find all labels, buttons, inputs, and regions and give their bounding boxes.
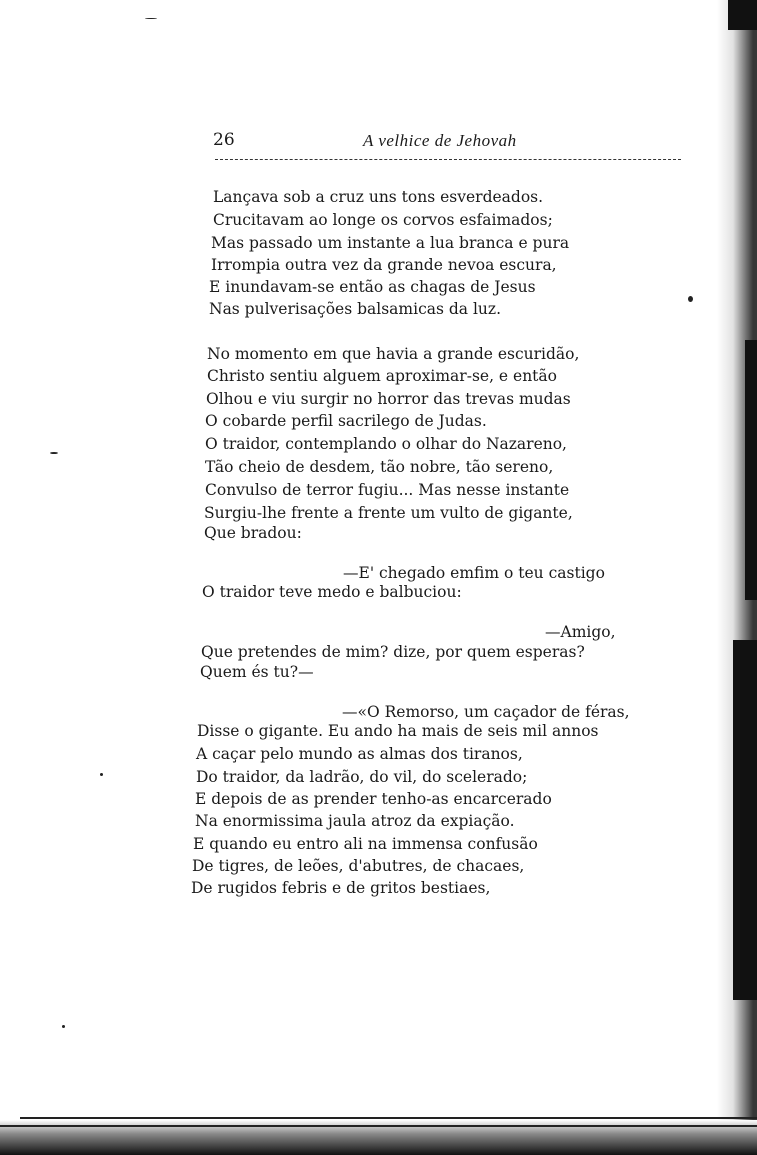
verse-line: O cobarde perfil sacrilego de Judas.	[205, 412, 487, 430]
verse-line: —E' chegado emfim o teu castigo	[343, 564, 605, 582]
header-rule	[215, 159, 681, 160]
scan-bottom-line	[0, 1125, 757, 1127]
verse-line: Olhou e viu surgir no horror das trevas mudas	[206, 390, 571, 408]
scan-bottom-line	[20, 1117, 757, 1119]
page-number: 26	[213, 130, 235, 150]
verse-line: Quem és tu?—	[200, 663, 314, 681]
verse-line: —«O Remorso, um caçador de féras,	[342, 703, 630, 721]
verse-line: Lançava sob a cruz uns tons esverdeados.	[213, 188, 544, 206]
scan-edge-dark	[733, 640, 757, 1000]
scan-edge-dark	[745, 340, 757, 600]
verse-line: De tigres, de leões, d'abutres, de chacaes,	[192, 857, 525, 875]
verse-line: Nas pulverisações balsamicas da luz.	[209, 300, 502, 318]
verse-line: Do traidor, da ladrão, do vil, do scelerado;	[196, 768, 528, 786]
scan-speck	[100, 773, 103, 776]
verse-line: Surgiu-lhe frente a frente um vulto de gigante,	[204, 504, 573, 522]
verse-line: Christo sentiu alguem aproximar-se, e então	[207, 367, 557, 385]
verse-line: O traidor teve medo e balbuciou:	[202, 583, 462, 601]
verse-line: E quando eu entro ali na immensa confusão	[193, 835, 538, 853]
verse-line: No momento em que havia a grande escuridão,	[207, 345, 580, 363]
page-header	[213, 128, 681, 158]
verse-line: Que pretendes de mim? dize, por quem esperas?	[201, 643, 585, 661]
verse-line: Que bradou:	[204, 524, 302, 542]
verse-line: Disse o gigante. Eu ando ha mais de seis mil annos	[197, 722, 599, 740]
scan-speck	[688, 296, 693, 302]
scan-speck	[50, 452, 58, 454]
scan-speck	[145, 18, 157, 19]
scan-speck	[62, 1025, 65, 1028]
running-title: A velhice de Jehovah	[363, 131, 517, 150]
verse-line: Tão cheio de desdem, tão nobre, tão sereno,	[205, 458, 554, 476]
verse-line: De rugidos febris e de gritos bestiaes,	[191, 879, 491, 897]
verse-line: Mas passado um instante a lua branca e pura	[211, 234, 570, 252]
verse-line: O traidor, contemplando o olhar do Nazareno,	[205, 435, 567, 453]
verse-line: Na enormissima jaula atroz da expiação.	[195, 812, 515, 830]
verse-line: Irrompia outra vez da grande nevoa escura,	[211, 256, 557, 274]
verse-line: —Amigo,	[545, 623, 616, 641]
verse-line: E inundavam-se então as chagas de Jesus	[209, 278, 536, 296]
verse-line: E depois de as prender tenho-as encarcerado	[195, 790, 552, 808]
verse-line: Convulso de terror fugiu... Mas nesse instante	[205, 481, 570, 499]
verse-line: A caçar pelo mundo as almas dos tiranos,	[196, 745, 523, 763]
verse-line: Crucitavam ao longe os corvos esfaimados;	[213, 211, 553, 229]
scan-edge-dark	[728, 0, 757, 30]
